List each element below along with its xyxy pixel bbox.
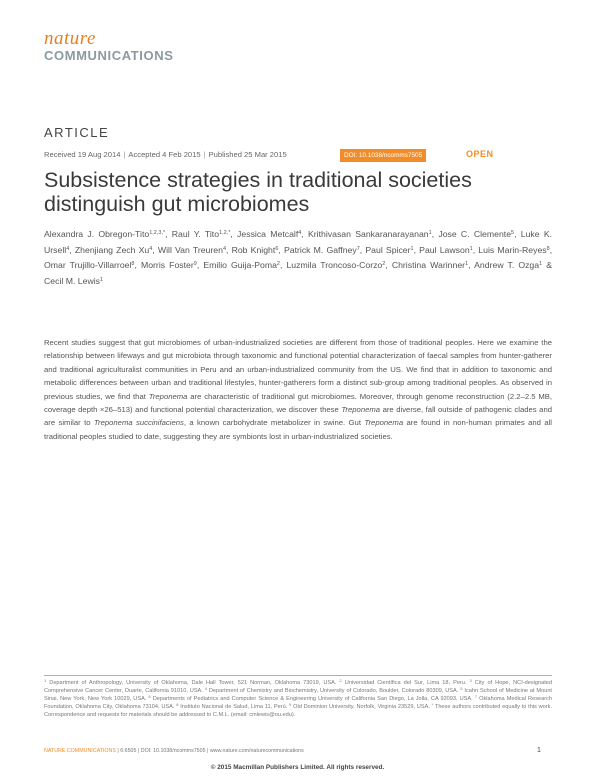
footnote-text: Instituto Nacional de Salud, Lima 11, Perú.: [178, 704, 290, 710]
published-date: Published 25 Mar 2015: [208, 150, 287, 159]
author-name: Emilio Guija-Poma: [203, 260, 277, 270]
footnote-marker: 5: [460, 686, 463, 691]
author-name: Zhenjiang Zech Xu: [74, 244, 150, 255]
author-name: Raul Y. Tito: [171, 229, 220, 239]
article-type-label: ARTICLE: [44, 125, 110, 140]
author-affiliation: 1: [428, 230, 432, 236]
author-name: Paul Spicer: [365, 244, 411, 255]
copyright-notice: © 2015 Macmillan Publishers Limited. All rights reserved.: [210, 764, 385, 771]
author-affiliation: 4: [66, 245, 70, 252]
footnote-marker: 2: [339, 678, 342, 683]
accepted-date: Accepted 4 Feb 2015: [128, 150, 201, 159]
article-title: Subsistence strategies in traditional societies distinguish gut microbiomes: [44, 168, 472, 216]
footnote-marker: 1: [44, 678, 47, 683]
author-name: Luke K. Ursell: [44, 229, 553, 255]
footer-journal-name: NATURE COMMUNICATIONS: [44, 748, 116, 754]
author-affiliation: 4: [149, 245, 153, 252]
author-affiliation: 1,2,*: [219, 230, 231, 236]
author-affiliation: 1: [410, 245, 414, 252]
abstract: Recent studies suggest that gut microbiomes of urban-industrialized societies are different from those of traditional peoples. Here we examine the relationship between lifeways and gut microbiota through taxonomic and functional potential characterization of faecal samples from hunter-gatherer and traditional agriculturalist communities in Peru and an urban-industrialized community from the US. We find that in addition to taxonomic and metabolic differences between urban and traditional lifestyles, hunter-gatherers form a distinct sub-group among traditional peoples. As observed in previous studies, we find that Treponema are characteristic of traditional gut microbiomes. Moreover, through genome reconstruction (2.2–2.5 MB, coverage depth ×26–513) and functional potential characterization, we discover these Treponema are diverse, fall outside of pathogenic clades and are similar to Treponema succinifaciens, a known carbohydrate metabolizer in swine. Gut Treponema are found in non-human primates and all traditional peoples studied to date, suggesting they are symbionts lost in urban-industrialized societies.: [44, 338, 553, 441]
author-name: Jose C. Clemente: [438, 229, 512, 239]
footnote-marker: 4: [204, 686, 207, 691]
footnote-text: Department of Chemistry and Biochemistry, University of Colorado, Boulder, Colorado 80309, USA.: [206, 688, 461, 694]
author-name: Christina Warinner: [391, 260, 466, 270]
author-name: Andrew T. Ozga: [474, 260, 540, 270]
author-affiliation: 5: [511, 230, 515, 236]
author-name: Patrick M. Gaffney: [283, 244, 357, 255]
author-affiliation: 8: [546, 245, 550, 252]
doi-badge[interactable]: DOI: 10.1038/ncomms7505: [340, 149, 426, 162]
author-name: Morris Foster: [140, 260, 194, 270]
author-name: Paul Lawson: [419, 244, 470, 255]
footnote-text: Oklahoma Medical Research Foundation, Oklahoma City, Oklahoma 73104, USA.: [44, 696, 552, 710]
author-name: Cecil M. Lewis: [44, 275, 100, 286]
author-affiliation: 2: [276, 261, 280, 267]
author-affiliation: 1: [100, 276, 104, 283]
author-affiliation: 1: [465, 261, 469, 267]
footnote-text: Departments of Pediatrics and Computer Science & Engineering University of California San Diego, La Jolla, CA 92093, USA.: [150, 696, 475, 702]
author-name: Luis Marin-Reyes: [478, 244, 547, 255]
footnote-text: City of Hope, NCI-designated Comprehensive Cancer Center, Duarte, California 91010, USA.: [44, 680, 552, 694]
author-affiliation: 4: [298, 230, 302, 236]
author-name: Jessica Metcalf: [237, 229, 299, 239]
footnote-text: Old Dominion University, Norfolk, Virginia 23529, USA.: [291, 704, 432, 710]
page-number: 1: [537, 747, 541, 754]
author-affiliation: 2: [382, 261, 386, 267]
affiliation-footnotes: [44, 675, 552, 719]
logo-nature: nature: [44, 28, 96, 49]
footnote-marker: 6: [148, 694, 151, 699]
author-name: Omar Trujillo-Villarroel: [44, 260, 132, 270]
received-date: Received 19 Aug 2014: [44, 150, 121, 159]
author-name: Alexandra J. Obregon-Tito: [44, 229, 150, 239]
footnote-text: Universidad Científica del Sur, Lima 18, Peru.: [341, 680, 470, 686]
footer-reference[interactable]: | 6:6505 | DOI: 10.1038/ncomms7505 | www.nature.com/naturecommunications: [115, 748, 304, 754]
author-list: Alexandra J. Obregon-Tito$^{1,2,3,*}$, Raul Y. Tito$^{1,2,*}$, Jessica Metcalf$^4$, Krithivasan Sankaranarayanan$^1$, Jose C. Clemente$^5$, Luke K. Ursell$^4$, Zhenjiang Zech Xu$^4$, Will Van Treuren$^4$, Rob Knight$^6$, Patrick M. Gaffney$^7$, Paul Spicer$^1$, Paul Lawson$^1$, Luis Marin-Reyes$^8$, Omar Trujillo-Villarroel$^8$, Morris Foster$^9$, Emilio Guija-Poma$^2$, Luzmila Troncoso-Corzo$^2$, Christina Warinner$^1$, Andrew T. Ozga$^1$ & Cecil M. Lewis$^1$: [44, 229, 553, 286]
footnote-marker: 3: [469, 678, 472, 683]
footnote-text: Icahn School of Medicine at Mount Sinai, New York, New York 10029, USA.: [44, 688, 552, 702]
author-name: Krithivasan Sankaranarayanan: [307, 229, 429, 239]
author-name: Rob Knight: [231, 244, 276, 255]
footnote-marker: *: [431, 702, 434, 707]
footnote-marker: 7: [474, 694, 478, 699]
journal-logo: [44, 30, 173, 63]
footnote-marker: 9: [289, 702, 292, 707]
author-affiliation: 1: [539, 261, 543, 267]
author-name: Will Van Treuren: [157, 244, 223, 255]
open-access-label: OPEN: [466, 149, 494, 159]
author-affiliation: 7: [356, 245, 360, 252]
footnote-marker: 8: [176, 702, 179, 707]
author-affiliation: 4: [222, 245, 226, 252]
article-dates: Received 19 Aug 2014 | Accepted 4 Feb 2015 | Published 25 Mar 2015: [44, 150, 287, 159]
author-affiliation: 1: [469, 245, 473, 252]
author-affiliation: 1,2,3,*: [149, 230, 166, 236]
footer-citation: [44, 748, 304, 754]
footnote-text: Department of Anthropology, University of Oklahoma, Dale Hall Tower, 521 Norman, Oklahoma 73019, USA.: [46, 680, 340, 686]
logo-communications: COMMUNICATIONS: [44, 48, 174, 63]
author-affiliation: 8: [131, 261, 135, 267]
author-affiliation: 6: [275, 245, 279, 252]
footnote-text: These authors contributed equally to this work. Correspondence and requests for materials should be addressed to C.M.L. (email: cmlewis@ou.edu).: [44, 704, 552, 718]
author-name: Luzmila Troncoso-Corzo: [286, 260, 383, 270]
author-affiliation: 9: [193, 261, 197, 267]
